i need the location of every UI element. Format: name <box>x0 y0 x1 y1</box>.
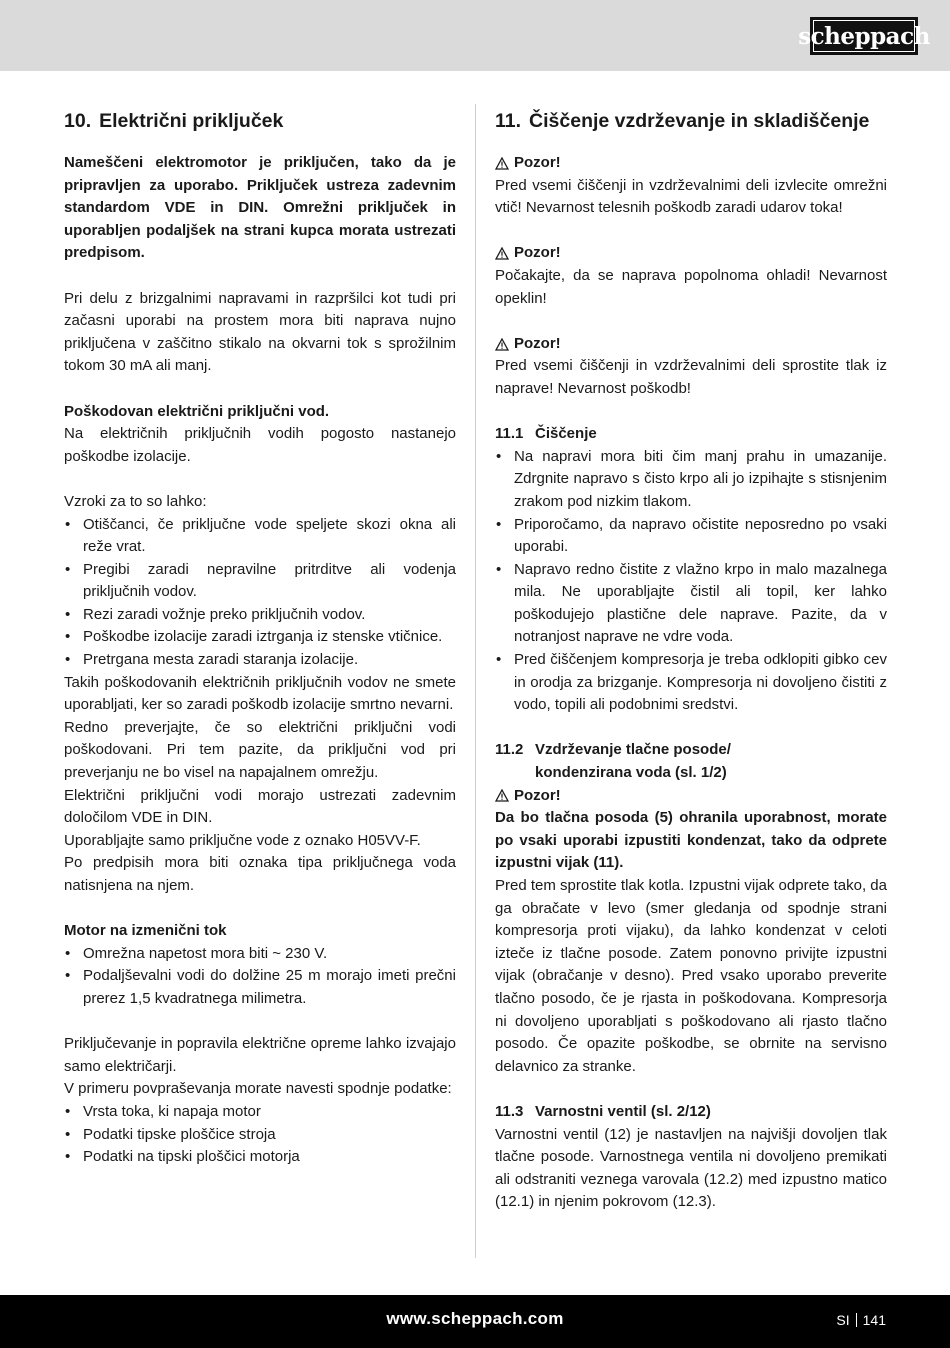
subsection-title: Čiščenje <box>535 425 597 443</box>
warning-triangle-icon <box>495 789 509 802</box>
list-item: • Poškodbe izolacije zaradi iztrganja iz stenske vtičnice. <box>64 626 456 649</box>
warning-triangle-icon <box>495 157 509 170</box>
warning-label: Pozor! <box>514 786 561 804</box>
damaged-cable-heading: Poškodovan električni priključni vod. <box>64 402 330 420</box>
causes-intro: Vzroki za to so lahko: <box>64 492 207 510</box>
section-number: 11. <box>495 110 522 132</box>
list-item: • Rezi zaradi vožnje preko priključnih vodov. <box>64 604 456 627</box>
list-item: • Pretrgana mesta zaradi staranja izolacije. <box>64 649 456 672</box>
subsection-title-line: Vzdrževanje tlačne posode/ <box>535 741 731 759</box>
safety-valve-text: Varnostni ventil (12) je nastavljen na najvišji dovoljen tlak tlačne posode. Varnostnega ventila ni dovoljeno premikati ali odstraniti veznega varovala (12.2) med izpustno matico (12.1) in njenim pokrovom (12.3). <box>495 1125 887 1211</box>
right-column <box>495 108 887 1214</box>
warning-text: Pred vsemi čiščenji in vzdrževalnimi deli sprostite tlak iz naprave! Nevarnost poškodb! <box>495 357 887 397</box>
header-bar <box>0 0 950 71</box>
paragraph: Redno preverjajte, če so električni priključni vodi poškodovani. Pri tem pazite, da priključni vod pri preverjanju ne bo visel na napajalnem omrežju. <box>64 718 456 782</box>
list-item: • Podaljševalni vodi do dolžine 25 m morajo imeti prečni prerez 1,5 kvadratnega milimetra. <box>64 965 456 1010</box>
causes-list <box>64 514 456 672</box>
subsection-title-line: kondenzirana voda (sl. 1/2) <box>535 764 727 782</box>
warning-text: Pred vsemi čiščenji in vzdrževalnimi deli izvlecite omrežni vtič! Nevarnost telesnih poškodb zaradi udarov toka! <box>495 176 887 217</box>
section-10-title <box>64 108 456 134</box>
motor-list <box>64 943 456 1011</box>
warning-triangle-icon <box>495 338 509 351</box>
list-item: • Podatki tipske ploščice stroja <box>64 1124 456 1147</box>
paragraph: Uporabljajte samo priključne vode z oznako H05VV-F. <box>64 831 421 849</box>
page-number: 141 <box>862 1312 886 1328</box>
list-item: • Otiščanci, če priključne vode speljete skozi okna ali reže vrat. <box>64 514 456 559</box>
list-item: • Na napravi mora biti čim manj prahu in umazanije. Zdrgnite napravo s čisto krpo ali jo izpihajte s stisnjenim zrakom pod nizkim tlakom. <box>495 446 887 514</box>
cleaning-list <box>495 446 887 717</box>
warning-heading <box>495 333 887 356</box>
paragraph: Priključevanje in popravila električne opreme lahko izvajajo samo električarji. <box>64 1035 456 1075</box>
scheppach-logo: scheppach <box>810 17 918 55</box>
list-item: • Priporočamo, da napravo očistite neposredno po vsaki uporabi. <box>495 514 887 559</box>
condensate-warning-text: Da bo tlačna posoda (5) ohranila uporabnost, morate po vsaki uporabi izpustiti kondenzat, tako da odprete izpustni vijak (11). <box>495 809 887 872</box>
subsection-title <box>535 739 731 784</box>
data-list <box>64 1101 456 1169</box>
website-link[interactable]: www.scheppach.com <box>386 1309 564 1328</box>
column-divider <box>475 104 476 1258</box>
list-item: • Pred čiščenjem kompresorja je treba odklopiti gibko cev in orodja za brizganje. Kompresorja ni dovoljeno čistiti z vodo, topili ali podobnimi sredstvi. <box>495 649 887 717</box>
language-code: SI <box>836 1312 850 1328</box>
separator <box>856 1313 857 1327</box>
left-column <box>64 108 456 1169</box>
warning-label: Pozor! <box>514 154 561 171</box>
section-title-text: Čiščenje vzdrževanje in skladiščenje <box>529 110 870 132</box>
subsection-title: Varnostni ventil (sl. 2/12) <box>535 1102 711 1120</box>
warning-heading <box>495 152 887 175</box>
paragraph: V primeru povpraševanja morate navesti spodnje podatke: <box>64 1080 452 1098</box>
warning-label: Pozor! <box>514 334 561 352</box>
list-item: • Omrežna napetost mora biti ~ 230 V. <box>64 943 456 966</box>
warning-text: Počakajte, da se naprava popolnoma ohladi! Nevarnost opeklin! <box>495 266 887 307</box>
condensate-text: Pred tem sprostite tlak kotla. Izpustni vijak odprete tako, da ga obračate v levo (smer gledanja od spodnje strani kompresorja proti vijaku), da lahko kondenzat v celoti izteče iz tlačne posode. Zatem ponovno privijte izpustni vijak (obračanje v desno). Pred vsako uporabo preverite tlačno posodo, če je rjasta in poškodovana. Kompresorja ni dovoljeno uporabljati s poškodovano ali rjasto tlačno posodo. Če opazite poškodbe, se obrnite na servisno delavnico za stranke. <box>495 877 887 1075</box>
warning-heading <box>495 242 887 265</box>
list-item: • Napravo redno čistite z vlažno krpo in malo mazalnega mila. Ne uporabljajte čistil ali topil, ker lahko poškodujejo plastične dele naprave. Pazite, da v notranjost naprave ne vdre voda. <box>495 559 887 649</box>
paragraph: Takih poškodovanih električnih priključnih vodov ne smete uporabljati, ker so zaradi poškodb izolacije smrtno nevarni. <box>64 673 456 714</box>
section-title-text: Električni priključek <box>99 110 284 132</box>
subsection-number: 11.2 <box>495 741 524 759</box>
section-number: 10. <box>64 110 92 132</box>
warning-label: Pozor! <box>514 244 561 262</box>
paragraph: Po predpisih mora biti oznaka tipa priključnega voda natisnjena na njem. <box>64 854 456 894</box>
warning-triangle-icon <box>495 247 509 260</box>
subsection-number: 11.3 <box>495 1102 524 1120</box>
page-indicator <box>836 1312 886 1328</box>
subsection-number: 11.1 <box>495 425 524 443</box>
subsection-11-2-title <box>495 739 887 784</box>
damaged-cable-text: Na električnih priključnih vodih pogosto nastanejo poškodbe izolacije. <box>64 425 456 465</box>
list-item: • Pregibi zaradi nepravilne pritrditve ali vodenja priključnih vodov. <box>64 559 456 604</box>
subsection-11-1-title <box>495 423 887 446</box>
warning-heading <box>495 785 887 808</box>
motor-heading: Motor na izmenični tok <box>64 922 227 940</box>
list-item: • Vrsta toka, ki napaja motor <box>64 1101 456 1124</box>
section-11-title <box>495 108 887 134</box>
footer-bar <box>0 1295 950 1348</box>
intro-paragraph: Nameščeni elektromotor je priključen, tako da je pripravljen za uporabo. Priključek ustreza zadevnim standardom VDE in DIN. Omrežni priključek in uporabljen podaljšek na strani kupca morata ustrezati predpisom. <box>64 154 456 262</box>
list-item: • Podatki na tipski ploščici motorja <box>64 1146 456 1169</box>
paragraph: Električni priključni vodi morajo ustrezati zadevnim določilom VDE in DIN. <box>64 786 456 827</box>
rcd-paragraph: Pri delu z brizgalnimi napravami in razpršilci kot tudi pri začasni uporabi na prostem mora biti naprava nujno priključena v zaščitno stikalo na okvarni tok s sprožilnim tokom 30 mA ali manj. <box>64 289 456 375</box>
subsection-11-3-title <box>495 1101 887 1124</box>
